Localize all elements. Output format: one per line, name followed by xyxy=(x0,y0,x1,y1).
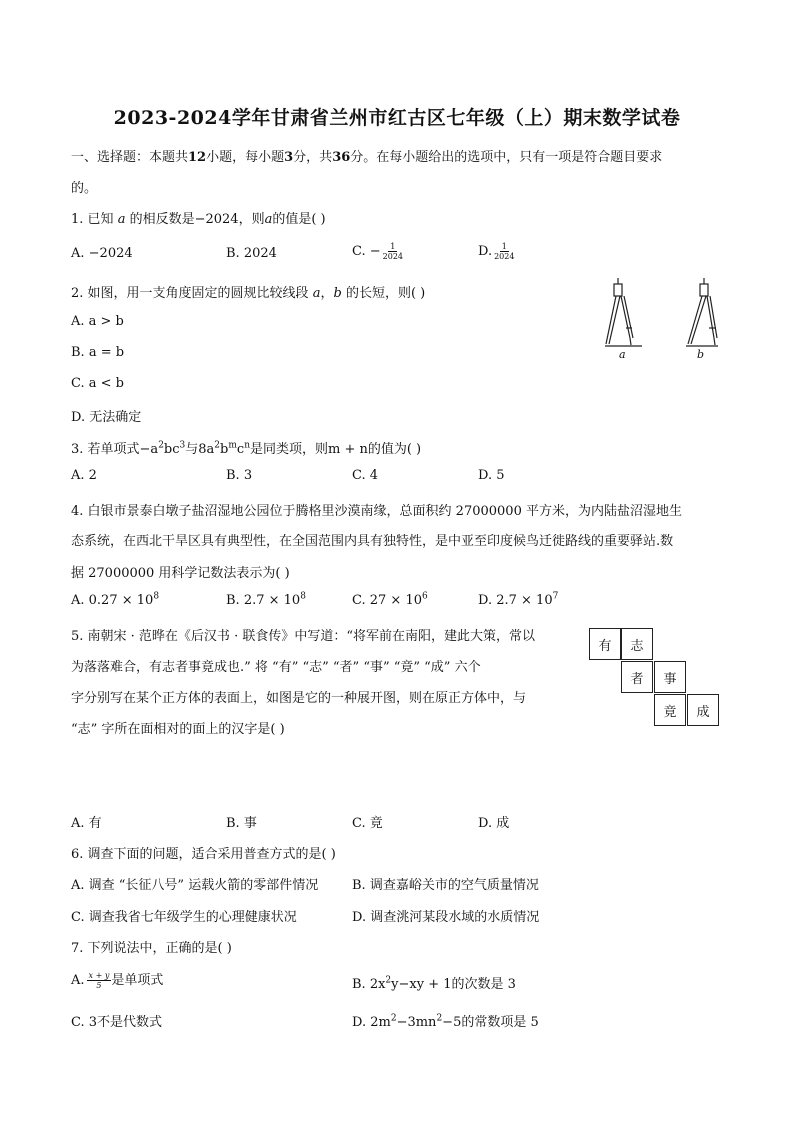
section-text: 小题，每小题 xyxy=(206,150,285,165)
variable-a: a xyxy=(264,212,273,227)
question-4-line3: 据 27000000 用科学记数法表示为( ) xyxy=(71,566,290,581)
net-face-3: 者 xyxy=(621,661,653,693)
question-3-stem xyxy=(71,438,421,457)
option-text: 是单项式 xyxy=(111,973,164,988)
net-face-6: 成 xyxy=(687,694,719,726)
option-text: A. 0.27 × 10 xyxy=(71,593,154,608)
net-face-2: 志 xyxy=(621,628,653,660)
option-text: C. 27 × 10 xyxy=(352,593,422,608)
q6-option-c[interactable]: C. 调查我省七年级学生的心理健康状况 xyxy=(71,910,297,925)
section-text: 分，共 xyxy=(293,150,333,165)
fraction xyxy=(87,971,112,990)
question-5-line2: 为落落难合，有志者事竟成也.” 将 “有” “志” “者” “事” “竟” “成” 六个 xyxy=(71,660,481,675)
compass-a xyxy=(605,278,642,346)
question-6-stem: 6. 调查下面的问题，适合采用普查方式的是( ) xyxy=(71,847,336,862)
net-face-1: 有 xyxy=(589,628,621,660)
stem-text: 1. 已知 xyxy=(71,212,114,227)
q7-option-c[interactable]: C. 3不是代数式 xyxy=(71,1015,163,1030)
option-text: y−xy + 1的次数是 3 xyxy=(391,977,516,992)
exponent: 2 xyxy=(436,1013,443,1024)
variable-a: a xyxy=(117,212,126,227)
exponent: n xyxy=(244,440,250,451)
exponent: 6 xyxy=(422,591,428,602)
q1-option-b[interactable]: B. 2024 xyxy=(226,246,277,261)
numerator: 1 xyxy=(501,242,507,251)
q5-option-a[interactable]: A. 有 xyxy=(71,816,102,831)
net-face-5: 竟 xyxy=(654,694,686,726)
q7-option-a[interactable] xyxy=(71,969,163,990)
question-count: 12 xyxy=(188,150,207,165)
variable-b: b xyxy=(333,286,342,301)
page-title: 2023-2024学年甘肃省兰州市红古区七年级（上）期末数学试卷 xyxy=(113,107,681,129)
question-1-stem xyxy=(71,208,326,227)
q7-option-d[interactable] xyxy=(352,1011,539,1030)
option-label: D. xyxy=(478,244,493,259)
denominator: 2024 xyxy=(382,252,403,261)
option-text: −5的常数项是 5 xyxy=(442,1015,539,1030)
q5-option-d[interactable]: D. 成 xyxy=(478,816,510,831)
q3-option-b[interactable]: B. 3 xyxy=(226,468,253,483)
q5-option-c[interactable]: C. 竟 xyxy=(352,816,383,831)
question-5-line3: 字分别写在某个正方体的表面上，如图是它的一种展开图，则在原正方体中，与 xyxy=(71,691,527,706)
compass-b xyxy=(686,278,718,346)
exponent: 8 xyxy=(300,591,306,602)
q5-option-b[interactable]: B. 事 xyxy=(226,816,257,831)
exponent: 3 xyxy=(179,440,186,451)
denominator: 2024 xyxy=(494,252,515,261)
stem-text: 的长短，则( ) xyxy=(345,286,426,301)
total-score: 36 xyxy=(332,150,351,165)
q4-option-a[interactable] xyxy=(71,593,159,608)
stem-text: 是同类项，则m + n的值为( ) xyxy=(249,442,422,457)
q3-option-d[interactable]: D. 5 xyxy=(478,468,505,483)
question-2-stem xyxy=(71,282,425,301)
q2-option-b[interactable]: B. a = b xyxy=(71,345,125,360)
q7-option-b[interactable] xyxy=(352,973,516,992)
section-heading-line2: 的。 xyxy=(71,181,98,196)
q4-option-d[interactable] xyxy=(478,593,558,608)
section-text: 一、选择题：本题共 xyxy=(71,150,189,165)
exponent: m xyxy=(228,440,237,451)
fig-label-a: a xyxy=(619,348,626,361)
numerator: 1 xyxy=(390,242,396,251)
q1-option-c[interactable] xyxy=(352,242,403,261)
stem-text: c xyxy=(236,442,245,457)
q6-option-b[interactable]: B. 调查嘉峪关市的空气质量情况 xyxy=(352,878,539,893)
option-text: B. 2.7 × 10 xyxy=(226,593,301,608)
separator: ， xyxy=(320,286,334,301)
option-text: B. 2x xyxy=(352,977,386,992)
per-question-score: 3 xyxy=(284,150,294,165)
stem-text: bc xyxy=(163,442,180,457)
option-text: D. 2m xyxy=(352,1015,391,1030)
option-label: C. − xyxy=(352,244,381,259)
q1-option-a[interactable]: A. −2024 xyxy=(71,246,133,261)
stem-text: b xyxy=(220,442,229,457)
exponent: 8 xyxy=(153,591,160,602)
option-text: −3mn xyxy=(396,1015,437,1030)
exponent: 2 xyxy=(390,1013,397,1024)
net-face-4: 事 xyxy=(654,661,686,693)
exponent: 2 xyxy=(385,975,392,986)
stem-text: 2. 如图，用一支角度固定的圆规比较线段 xyxy=(71,286,309,301)
numerator: x + y xyxy=(88,971,110,980)
q6-option-a[interactable]: A. 调查 “长征八号” 运载火箭的零部件情况 xyxy=(71,878,319,893)
option-label: A. xyxy=(71,973,85,988)
denominator: 5 xyxy=(96,981,102,990)
stem-text: 3. 若单项式−a xyxy=(71,442,159,457)
option-text: D. 2.7 × 10 xyxy=(478,593,553,608)
q3-option-a[interactable]: A. 2 xyxy=(71,468,97,483)
exponent: 2 xyxy=(158,440,164,451)
q2-option-c[interactable]: C. a < b xyxy=(71,376,124,391)
compass-figure xyxy=(600,278,730,363)
question-5-line1: 5. 南朝宋 · 范晔在《后汉书 · 联食传》中写道：“将军前在南阳，建此大策，常以 xyxy=(71,629,535,644)
section-text: 分。在每小题给出的选项中，只有一项是符合题目要求 xyxy=(350,150,663,165)
section-heading xyxy=(71,146,662,165)
q2-option-d[interactable]: D. 无法确定 xyxy=(71,410,142,425)
stem-text: 的值是( ) xyxy=(272,212,326,227)
q4-option-b[interactable] xyxy=(226,593,306,608)
question-7-stem: 7. 下列说法中，正确的是( ) xyxy=(71,941,232,956)
q1-option-d[interactable] xyxy=(478,242,514,261)
fraction xyxy=(383,242,403,261)
exponent: 7 xyxy=(552,591,559,602)
q4-option-c[interactable] xyxy=(352,593,428,608)
question-4-line2: 态系统，在西北干旱区具有典型性，在全国范围内具有独特性，是中亚至印度候鸟迁徙路线的重要驿站.数 xyxy=(71,534,674,549)
variable-a: a xyxy=(312,286,321,301)
fig-label-b: b xyxy=(697,348,705,361)
q6-option-d[interactable]: D. 调查洮河某段水域的水质情况 xyxy=(352,910,540,925)
stem-text: 与8a xyxy=(185,442,215,457)
question-4-line1: 4. 白银市景泰白墩子盐沼湿地公园位于腾格里沙漠南缘，总面积约 27000000 平方米，为内陆盐沼湿地生 xyxy=(71,504,682,519)
question-5-line4: “志” 字所在面相对的面上的汉字是( ) xyxy=(71,722,285,737)
q2-option-a[interactable]: A. a > b xyxy=(71,314,124,329)
q3-option-c[interactable]: C. 4 xyxy=(352,468,379,483)
exponent: 2 xyxy=(214,440,221,451)
stem-text: 的相反数是−2024，则 xyxy=(129,212,265,227)
fraction xyxy=(494,242,514,261)
